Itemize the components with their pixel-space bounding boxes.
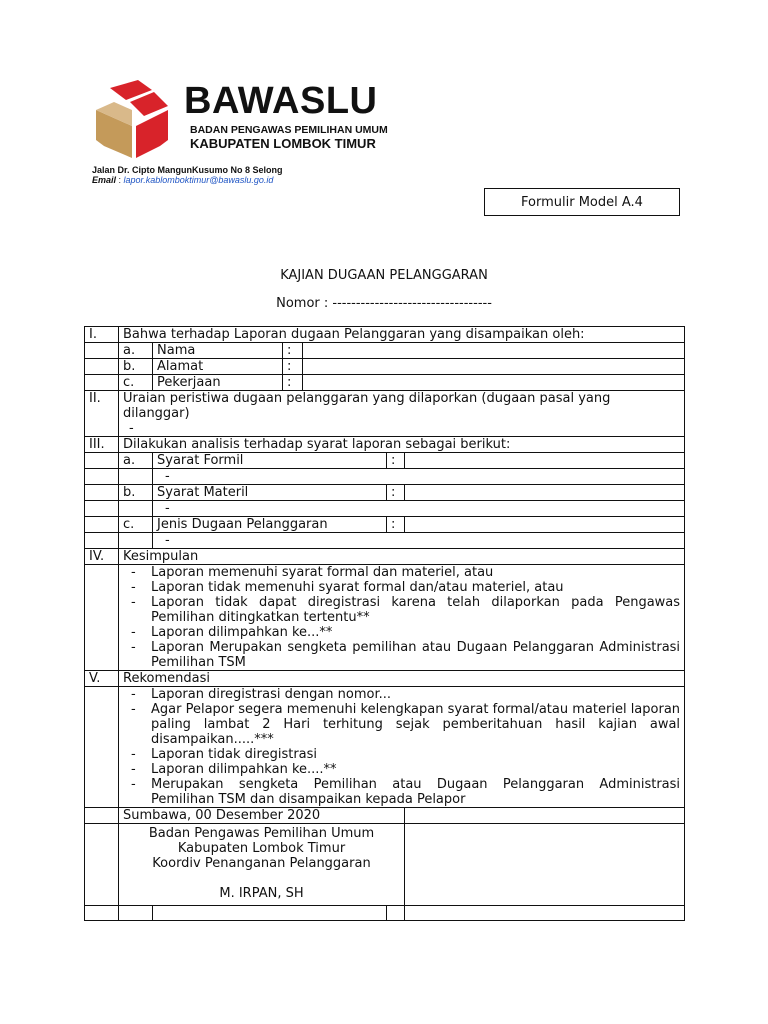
row-letter: b. — [119, 485, 153, 501]
signature-line-2: Kabupaten Lombok Timur — [177, 841, 346, 856]
row-letter: a. — [119, 453, 153, 469]
signature-block — [119, 824, 405, 906]
region-name: KABUPATEN LOMBOK TIMUR — [190, 136, 376, 151]
field-colon: : — [387, 517, 405, 533]
assessment-table — [84, 326, 685, 921]
rekomendasi-item[interactable]: - Laporan diregistrasi dengan nomor... — [123, 687, 680, 702]
row-letter: c. — [119, 517, 153, 533]
signature-block-row — [85, 824, 685, 906]
section-5-number: V. — [85, 671, 119, 687]
field-colon: : — [387, 485, 405, 501]
section-1-row-nama — [85, 343, 685, 359]
section-5-list-row — [85, 687, 685, 808]
field-label-syarat-materil: Syarat Materil — [153, 485, 387, 501]
section-4-text: Kesimpulan — [119, 549, 685, 565]
rekomendasi-item[interactable]: - Agar Pelapor segera memenuhi kelengkapan syarat formal/atau materiel laporan paling lambat 2 Hari terhitung sejak pemberitahuan hasil kajian awal disampaikan.....*** — [123, 702, 680, 747]
section-2-text — [119, 391, 685, 437]
field-label-nama: Nama — [153, 343, 283, 359]
section-3-row-jenis — [85, 517, 685, 533]
section-1-text: Bahwa terhadap Laporan dugaan Pelanggaran yang disampaikan oleh: — [119, 327, 685, 343]
field-label-pekerjaan: Pekerjaan — [153, 375, 283, 391]
rekomendasi-item[interactable]: - Laporan dilimpahkan ke....** — [123, 762, 680, 777]
section-1-number: I. — [85, 327, 119, 343]
email-separator: : — [116, 175, 124, 185]
section-3-row-formil — [85, 453, 685, 469]
document-title: KAJIAN DUGAAN PELANGGARAN — [280, 268, 488, 283]
row-letter: b. — [119, 359, 153, 375]
field-value-pekerjaan[interactable] — [303, 375, 685, 391]
signature-line-3: Koordiv Penanganan Pelanggaran — [152, 856, 371, 871]
section-5-text: Rekomendasi — [119, 671, 685, 687]
section-3-text: Dilakukan analisis terhadap syarat laporan sebagai berikut: — [119, 437, 685, 453]
rekomendasi-item[interactable]: - Laporan tidak diregistrasi — [123, 747, 680, 762]
section-3-jenis-detail — [85, 533, 685, 549]
email-link[interactable]: lapor.kablomboktimur@bawaslu.go.id — [123, 175, 274, 185]
signature-line-1: Badan Pengawas Pemilihan Umum — [148, 826, 375, 841]
field-value-syarat-materil[interactable] — [405, 485, 685, 501]
brand-title: BAWASLU — [184, 80, 378, 122]
section-3-row-materil — [85, 485, 685, 501]
row-letter: c. — [119, 375, 153, 391]
syarat-materil-dash[interactable]: - — [153, 501, 685, 517]
kesimpulan-item[interactable]: - Laporan tidak dapat diregistrasi karena telah dilaporkan pada Pengawas Pemilihan ditingkatkan tertentu** — [123, 595, 680, 625]
field-label-syarat-formil: Syarat Formil — [153, 453, 387, 469]
address-line: Jalan Dr. Cipto MangunKusumo No 8 Selong — [92, 165, 283, 175]
row-letter: a. — [119, 343, 153, 359]
section-2-dash[interactable]: - — [129, 421, 134, 436]
bawaslu-logo-icon — [92, 80, 172, 158]
field-value-alamat[interactable] — [303, 359, 685, 375]
field-colon: : — [283, 375, 303, 391]
rekomendasi-item[interactable]: - Merupakan sengketa Pemilihan atau Dugaan Pelanggaran Administrasi Pemilihan TSM dan disampaikan kepada Pelapor — [123, 777, 680, 807]
kesimpulan-item[interactable]: - Laporan dilimpahkan ke...** — [123, 625, 680, 640]
place-date: Sumbawa, 00 Desember 2020 — [119, 808, 405, 824]
agency-name: BADAN PENGAWAS PEMILIHAN UMUM — [190, 124, 388, 136]
field-value-jenis-dugaan[interactable] — [405, 517, 685, 533]
rekomendasi-list — [123, 687, 680, 807]
field-label-alamat: Alamat — [153, 359, 283, 375]
section-1-row-pekerjaan — [85, 375, 685, 391]
field-colon: : — [283, 343, 303, 359]
syarat-formil-dash[interactable]: - — [153, 469, 685, 485]
section-4-number: IV. — [85, 549, 119, 565]
document-number: Nomor : ---------------------------------- — [276, 296, 492, 311]
section-3-number: III. — [85, 437, 119, 453]
form-model-box: Formulir Model A.4 — [484, 188, 680, 216]
email-line — [92, 175, 273, 185]
section-1-header — [85, 327, 685, 343]
table-footer-row — [85, 906, 685, 921]
section-3-materil-detail — [85, 501, 685, 517]
kesimpulan-list — [123, 565, 680, 670]
section-2-header — [85, 391, 685, 437]
section-4-list-row — [85, 565, 685, 671]
section-4-header — [85, 549, 685, 565]
jenis-dugaan-dash[interactable]: - — [153, 533, 685, 549]
email-label: Email — [92, 175, 117, 185]
signature-date-row — [85, 808, 685, 824]
section-1-row-alamat — [85, 359, 685, 375]
field-value-syarat-formil[interactable] — [405, 453, 685, 469]
signatory-name: M. IRPAN, SH — [219, 886, 304, 901]
kesimpulan-item[interactable]: - Laporan Merupakan sengketa pemilihan atau Dugaan Pelanggaran Administrasi Pemilihan TSM — [123, 640, 680, 670]
section-3-header — [85, 437, 685, 453]
kesimpulan-item[interactable]: - Laporan memenuhi syarat formal dan materiel, atau — [123, 565, 680, 580]
section-2-number: II. — [85, 391, 119, 437]
field-colon: : — [283, 359, 303, 375]
field-colon: : — [387, 453, 405, 469]
section-5-header — [85, 671, 685, 687]
field-label-jenis-dugaan: Jenis Dugaan Pelanggaran — [153, 517, 387, 533]
section-2-description: Uraian peristiwa dugaan pelanggaran yang dilaporkan (dugaan pasal yang dilanggar) — [123, 391, 611, 421]
field-value-nama[interactable] — [303, 343, 685, 359]
kesimpulan-item[interactable]: - Laporan tidak memenuhi syarat formal dan/atau materiel, atau — [123, 580, 680, 595]
section-3-formil-detail — [85, 469, 685, 485]
